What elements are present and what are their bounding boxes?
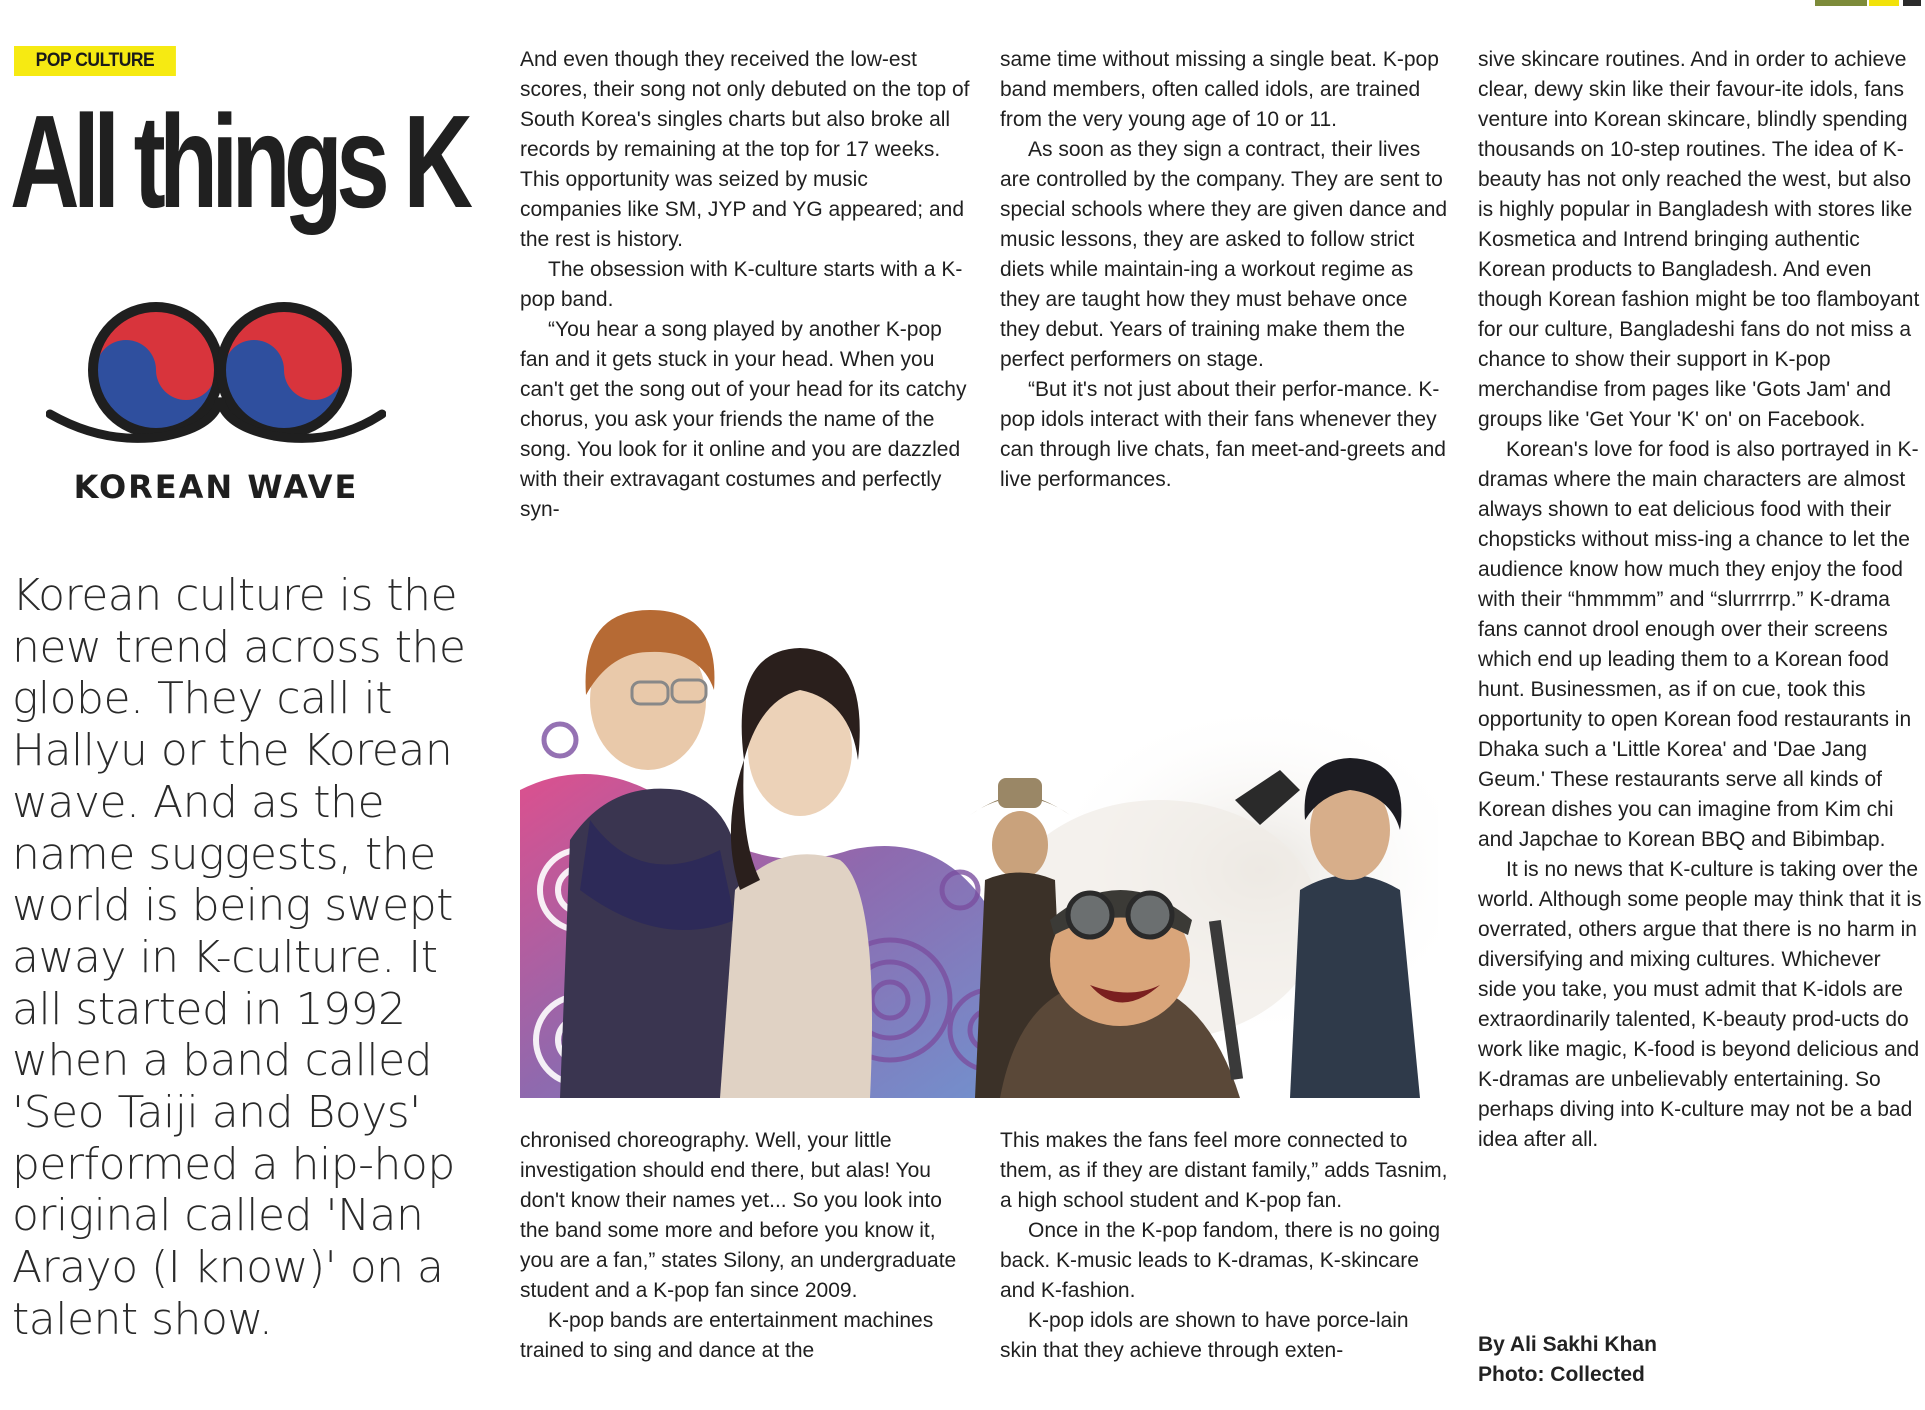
logo-text: KOREAN WAVE: [73, 468, 359, 506]
masthead-segment: [1815, 0, 1867, 6]
paragraph: sive skincare routines. And in order to achieve clear, dewy skin like their favour-ite idols, fans venture into Korean skincare, blindly spending thousands on 10-step routines. The idea of K-beauty has not only reached the west, but also is highly popular in Bangladesh with stores like Kosmetica and Intrend bringing authentic Korean products to Bangladesh. And even though Korean fashion might be too flamboyant for our culture, Bangladeshi fans do not miss a chance to show their support in K-pop merchandise from pages like 'Gots Jam' and groups like 'Get Your 'K' on' on Facebook.: [1478, 48, 1920, 431]
masthead-segment: [1869, 0, 1899, 6]
paragraph: “You hear a song played by another K-pop fan and it gets stuck in your head. When you can't get the song out of your head for its catchy chorus, you ask your friends the name of the song. You look for it online and you are dazzled with their extravagant costumes and perfectly syn-: [520, 318, 967, 521]
masthead-segment: [1903, 0, 1921, 6]
article-column-2-bottom: [1000, 1126, 1450, 1366]
intro-deck: Korean culture is the new trend across the globe. They call it Hallyu or the Korean wave. And as the name suggests, the world is being swept away in K-culture. It all started in 1992 when a band called 'Seo Taiji and Boys' performed a hip-hop original called 'Nan Arayo (I know)' on a talent show.: [12, 570, 466, 1345]
actor-man-glasses: [560, 610, 750, 1098]
paragraph: Korean's love for food is also portrayed in K-dramas where the main characters are almost always shown to eat delicious food with their chopsticks without miss-ing a chance to let the audience know how much they enjoy the food with their “hmmmm” and “slurrrrrp.” K-drama fans cannot drool enough over their screens which end up leading them to a Korean food hunt. Businessmen, as if on cue, took this opportunity to open Korean food restaurants in Dhaka such a 'Little Korea' and 'Dae Jang Geum.' These restaurants serve all kinds of Korean dishes you can imagine from Kim chi and Japchae to Korean BBQ and Bibimbap.: [1478, 438, 1919, 851]
paragraph: same time without missing a single beat. K-pop band members, often called idols, are trained from the very young age of 10 or 11.: [1000, 48, 1439, 131]
paragraph: The obsession with K-culture starts with a K-pop band.: [520, 258, 963, 311]
article-column-2-top: [1000, 45, 1450, 495]
paragraph: It is no news that K-culture is taking over the world. Although some people may think that it is overrated, others argue that there is no harm in diversifying and mixing cultures. Whichever side you take, you must admit that K-idols are extraordinarily talented, K-beauty prod-ucts do work like magic, K-food is beyond delicious and K-dramas are unbelievably entertaining. So perhaps diving into K-culture may not be a bad idea after all.: [1478, 858, 1922, 1151]
paragraph: “But it's not just about their perfor-mance. K-pop idols interact with their fans whenever they can through live chats, fan meet-and-greets and live performances.: [1000, 378, 1446, 491]
korean-wave-logo: [46, 286, 386, 516]
author-credit: By Ali Sakhi Khan: [1478, 1333, 1657, 1356]
kdrama-collage-photo: [520, 590, 1438, 1098]
paragraph: K-pop idols are shown to have porce-lain skin that they achieve through exten-: [1000, 1309, 1409, 1362]
masthead-color-strip: [1740, 0, 1925, 8]
byline: [1478, 1330, 1657, 1390]
section-tag: POP CULTURE: [14, 46, 176, 76]
paragraph: And even though they received the low-est scores, their song not only debuted on the top of South Korea's singles charts but also broke all records by remaining at the top for 17 weeks. This opportunity was seized by music companies like SM, JYP and YG appeared; and the rest is history.: [520, 48, 970, 251]
photo-illustration: [520, 590, 1438, 1098]
actor-woman: [720, 648, 872, 1098]
article-column-3: [1478, 45, 1924, 1155]
paragraph: K-pop bands are entertainment machines trained to sing and dance at the: [520, 1309, 934, 1362]
article-column-1-bottom: [520, 1126, 970, 1366]
headline: All things K: [10, 88, 467, 235]
paragraph: This makes the fans feel more connected to them, as if they are distant family,” adds Tasnim, a high school student and K-pop fan.: [1000, 1129, 1448, 1212]
paragraph: Once in the K-pop fandom, there is no going back. K-music leads to K-dramas, K-skincare and K-fashion.: [1000, 1219, 1441, 1302]
article-column-1-top: [520, 45, 970, 525]
paragraph: chronised choreography. Well, your little investigation should end there, but alas! You don't know their names yet... So you look into the band some more and before you know it, you are a fan,” states Silony, an undergraduate student and a K-pop fan since 2009.: [520, 1129, 957, 1302]
paragraph: As soon as they sign a contract, their lives are controlled by the company. They are sent to special schools where they are given dance and music lessons, they are asked to follow strict diets while maintain-ing a workout regime as they are taught how they must behave once they debut. Years of training make them the perfect performers on stage.: [1000, 138, 1448, 371]
photo-credit: Photo: Collected: [1478, 1363, 1645, 1386]
